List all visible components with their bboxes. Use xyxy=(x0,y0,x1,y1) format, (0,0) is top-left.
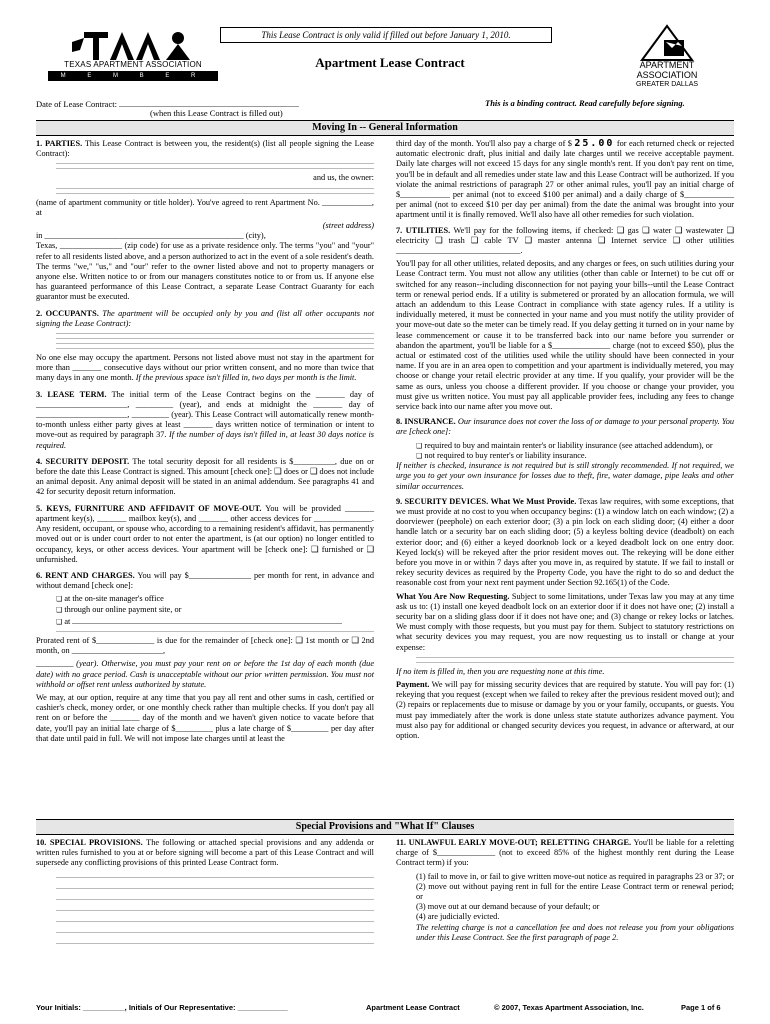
p6-text-d: We may, at our option, require at any time that you pay all rent and other sums in cash, certified or cashier's check, money order, or one monthly check rather than multiple checks. If you don't pay all rent on or before the _______ day of the month and we haven't given notice to vacate before that date, you'll pay an initial late charge of $_________ plus a late charge of $_________ per day after that date until paid in full. We will not impose late charges until at least the xyxy=(36,692,374,743)
p9-subheading-3: Payment. xyxy=(396,679,430,689)
owner-line-1[interactable] xyxy=(56,188,374,189)
insurance-option-not-required[interactable] xyxy=(416,451,734,461)
date-note: (when this Lease Contract is filled out) xyxy=(150,108,283,118)
provision-line-4[interactable] xyxy=(56,910,374,911)
para-3 xyxy=(36,390,374,451)
p1-city: in ________________________________________________ (city), xyxy=(36,231,266,241)
rent-option-office[interactable] xyxy=(56,594,374,604)
rent-option-other-label: at xyxy=(64,616,71,626)
rent-other-field[interactable] xyxy=(72,615,342,624)
right-column xyxy=(396,139,734,744)
footer-copyright: © 2007, Texas Apartment Association, Inc. xyxy=(494,1003,644,1012)
insurance-option-required[interactable] xyxy=(416,441,734,451)
p11-text-a: You'll be liable for a reletting charge of $______________ (not to exceed 85% of the highest monthly rent during the Lease Contract term) if you: xyxy=(396,838,734,868)
rent-option-office-label: at the on-site manager's office xyxy=(64,594,164,604)
p9-text-a: Texas law requires, with some exceptions, that we must provide at no cost to you when occupancy begins: (1) a window latch on each window; (2) a doorviewer (peephole) on each exterior door; (3) a pin lock on each sliding door; (4) either a door handle latch or a security bar on each sliding door; (5) a keyless bolting device (deadbolt) on each exterior door; and (6) either a keyed doorknob lock or a keyed deadbolt lock on one entry door. Keyed lock(s) will be rekeyed after the prior resident moves out. The rekeying will be done either before you move in or within 7 days after you move in, as required by statute. If we fail to install or rekey security devices as required by the Property Code, you have the right to do so and deduct the reasonable cost from your next rent payment under Section 92.165(1) of the Code. xyxy=(396,496,734,588)
p8-heading: 8. INSURANCE. xyxy=(396,417,456,427)
checkbox-icon[interactable]: ❑ xyxy=(56,605,63,614)
provision-line-2[interactable] xyxy=(56,888,374,889)
p1-street-address: (street address) xyxy=(322,221,374,231)
para-1 xyxy=(36,139,374,159)
taa-logo-icon xyxy=(70,30,200,62)
p6-cont-text-2: for each returned check or rejected automatic electronic draft, plus initial and daily late charges until we receive acceptable payment. Daily late charges will not exceed 15 days for any single month's rent. If you don't pay rent on time, you'll be in default and all remedies under state law and this Lease Contract will be authorized. If you violate the animal restrictions of paragraph 27 or other animal rules, you'll pay an initial charge of $____________ per animal (not to exceed $100 per animal) and a daily charge of $____________ per animal (not to exceed $10 per day per animal) from the date the animal was brought into your apartment until it is finally removed. We'll also have all other remedies for such violation. xyxy=(396,139,734,220)
document-title: Apartment Lease Contract xyxy=(315,55,465,70)
rent-option-other[interactable] xyxy=(56,615,374,627)
provision-line-1[interactable] xyxy=(56,877,374,878)
p6-text-c: _________ (year). Otherwise, you must pay your rent on or before the 1st day of each month (due date) with no grace period. Cash is unacceptable without our prior written permission. You must not withhold or offset rent unless authorized by statute. xyxy=(36,659,374,689)
occupant-line-3[interactable] xyxy=(56,343,374,344)
p7-text-b: You'll pay for all other utilities, related deposits, and any charges or fees, on such utilities during your Lease Contract term. You must not allow any utilities (other than cable or Internet) to be cut off or switched for any reason--including disconnection for not paying your bills--until the Lease Contract term or renewal period ends. If a utility is submetered or prorated by an allocation formula, we will attach an addendum to this Lease Contract in compliance with state agency rules. If a utility is individually metered, it must be connected in your name and you must notify the utility provider of your move-out date so the meter can be timely read. If you delay getting it turned on in your name by lease commencement or cause it to be transferred back into our name before you surrender or abandon the apartment, you'll be liable for a $______________ charge (not to exceed $50), plus the actual or estimated cost of the utilities used while the utility should have been connected in your name. If you are in an area open to competition and your apartment is individually metered, you may choose or change your retail electric provider at any time. If you qualify, your provider will be the same as ours, unless you choose a different provider. If you choose or change your provider, you must give us written notice. You must pay all applicable provider fees, including any fees to change service back into our name after you move out. xyxy=(396,259,734,412)
para-7 xyxy=(396,226,734,257)
insurance-option-not-required-label: not required to buy renter's or liability insurance. xyxy=(424,450,587,460)
para-9b xyxy=(396,592,734,653)
p6-cont-text: third day of the month. You'll also pay a charge of $ xyxy=(396,139,572,148)
para-6 xyxy=(36,571,374,591)
p10-heading: 10. SPECIAL PROVISIONS. xyxy=(36,838,143,847)
p4-text-a: The total security deposit for all residents is $__________, due on or before the date this Lease Contract is signed. This amount [check one]: ❑ does or ❑ does not include an animal deposit. Any animal deposit will be stated in an animal addendum. See paragraphs 41 and 42 for security deposit return information. xyxy=(36,456,374,497)
p11-list xyxy=(416,872,734,923)
p11-item-2: (2) move out without paying rent in full for the entire Lease Contract term or renewal period; or xyxy=(416,881,734,902)
security-request-line-2[interactable] xyxy=(416,662,734,663)
provision-line-7[interactable] xyxy=(56,943,374,944)
occupant-line-2[interactable] xyxy=(56,338,374,339)
p8-text-b: If neither is checked, insurance is not required but is still strongly recommended. If not required, we urge you to get your own insurance for losses due to theft, fire, water damage, pipe leaks and other similar occurrences. xyxy=(396,461,734,491)
p2-text-a: The apartment will be occupied only by you and (list all other occupants not signing the Lease Contract): xyxy=(36,308,374,328)
p11-item-4: (4) are judicially evicted. xyxy=(416,912,500,922)
footer-form-name: Apartment Lease Contract xyxy=(366,1003,460,1012)
left-column xyxy=(36,139,374,747)
para-2 xyxy=(36,309,374,329)
p9-subheading-2: What You Are Now Requesting. xyxy=(396,591,510,601)
security-request-line-1[interactable] xyxy=(416,657,734,658)
insurance-option-required-label: required to buy and maintain renter's or liability insurance (see attached addendum), or xyxy=(424,440,713,450)
insurance-options xyxy=(416,441,734,461)
p9-text-c: If no item is filled in, then you are requesting none at this time. xyxy=(396,666,605,676)
p9-text-d: We will pay for missing security devices that are required by statute. You will pay for: (1) rekeying that you request (except when we failed to rekey after the previous resident moved out); and (2) repairs or replacements due to misuse or damage by you or your family, occupants, or guests. You must pay immediately after the work is done unless state statute authorizes advance payment. You must also pay for additional or changed security devices you request, in advance or afterward, at our option. xyxy=(396,679,734,740)
aa-dallas-logo xyxy=(612,22,722,102)
p2-text-c: If the previous space isn't filled in, two days per month is the limit. xyxy=(135,373,357,383)
logo-line-2: ASSOCIATION xyxy=(636,70,698,80)
footer-initials[interactable]: Your Initials: __________, Initials of Our Representative: ____________ xyxy=(36,1003,288,1012)
p11-item-1: (1) fail to move in, or fail to give written move-out notice as required in paragraphs 23 or 37; or xyxy=(416,871,734,881)
owner-line-2[interactable] xyxy=(56,193,374,194)
left-column-2 xyxy=(36,838,374,948)
p2-heading: 2. OCCUPANTS. xyxy=(36,308,99,318)
p9-heading: 9. SECURITY DEVICES. xyxy=(396,496,489,506)
p7-text-a: We'll pay for the following items, if checked: ❑ gas ❑ water ❑ wastewater ❑ electricity ❑ trash ❑ cable TV ❑ master antenna ❑ Internet service ❑ other utilities ______________________________. xyxy=(396,225,734,256)
para-11 xyxy=(396,838,734,869)
validity-notice: This Lease Contract is only valid if filled out before January 1, 2010. xyxy=(220,27,552,43)
p7-heading: 7. UTILITIES. xyxy=(396,225,451,235)
para-2b xyxy=(36,353,374,384)
para-8 xyxy=(396,417,734,437)
p11-text-b: The reletting charge is not a cancellation fee and does not release you from your obligations under this Lease Contract. See the first paragraph of page 2. xyxy=(416,922,734,942)
section-special-provisions: Special Provisions and "What If" Clauses xyxy=(36,819,734,835)
p6-text-a: You will pay $_______________ per month for rent, in advance and without demand [check one]: xyxy=(36,570,374,591)
para-10 xyxy=(36,838,374,869)
p8-text-a: Our insurance does not cover the loss of or damage to your personal property. You are [check one]: xyxy=(396,417,734,437)
right-column-2 xyxy=(396,838,734,946)
para-5 xyxy=(36,504,374,565)
p6-heading: 6. RENT AND CHARGES. xyxy=(36,570,135,580)
logo-line-1: APARTMENT xyxy=(639,60,695,70)
p10-text-a: The following or attached special provisions and any addenda or written rules furnished to you at or before signing will become a part of this Lease Contract and will supersede any conflicting provisions of this printed Lease Contract form. xyxy=(36,838,374,868)
logo-line-3: GREATER DALLAS xyxy=(635,81,699,88)
para-9 xyxy=(396,497,734,589)
p5-heading: 5. KEYS, FURNITURE AND AFFIDAVIT OF MOVE-OUT. xyxy=(36,503,262,513)
p3-heading: 3. LEASE TERM. xyxy=(36,389,107,399)
p11-item-3: (3) move out at our demand because of your default; or xyxy=(416,902,600,912)
para-6-cont xyxy=(396,139,734,221)
taa-org-name: TEXAS APARTMENT ASSOCIATION xyxy=(64,60,202,69)
p1-text-c: Texas, _______________ (zip code) for use as a private residence only. The terms "you" and "your" refer to all residents listed above, and a person authorized to act in the event of a sole resident's death. The terms "we," "us," and "our" refer to the owner listed above and not to property managers or anyone else. Written notice to or from our managers constitutes notice to or from us. If anyone else has guaranteed performance of this Lease Contract, a separate Lease Contract Guaranty for each guarantor must be executed. xyxy=(36,241,374,302)
p11-heading: 11. UNLAWFUL EARLY MOVE-OUT; RELETTING CHARGE. xyxy=(396,838,632,847)
rent-address-line[interactable] xyxy=(56,631,374,632)
binding-notice: This is a binding contract. Read carefully before signing. xyxy=(485,98,685,108)
p5-text-a: You will be provided _______ apartment key(s), _______ mailbox key(s), and _______ other access devices for ______________. Any resident, occupant, or spouse who, according to a remaining resident's affidavit, has permanently moved out or is under court order to not enter the apartment, is (at our option) no longer entitled to occupancy, keys, or other access devices. Your apartment will be [check one]: ❑ furnished or ❑ unfurnished. xyxy=(36,503,374,564)
section-moving-in: Moving In -- General Information xyxy=(36,120,734,136)
p6-text-b: Prorated rent of $______________ is due for the remainder of [check one]: ❑ 1st month or ❑ 2nd month, on ______________________, xyxy=(36,635,374,656)
resident-line-1[interactable] xyxy=(56,163,374,164)
checkbox-icon[interactable]: ❑ xyxy=(416,441,423,450)
taa-logo xyxy=(48,30,218,82)
taa-member-bar: M E M B E R xyxy=(48,71,218,81)
rent-option-online[interactable] xyxy=(56,605,374,615)
p1-text-a: This Lease Contract is between you, the resident(s) (list all people signing the Lease Contract): xyxy=(36,139,374,159)
occupant-line-1[interactable] xyxy=(56,333,374,334)
checkbox-icon[interactable]: ❑ xyxy=(416,451,423,460)
rent-option-online-label: through our online payment site, or xyxy=(64,604,182,614)
checkbox-icon[interactable]: ❑ xyxy=(56,595,63,604)
date-field[interactable] xyxy=(119,98,299,107)
date-label: Date of Lease Contract: xyxy=(36,99,117,109)
provision-line-3[interactable] xyxy=(56,899,374,900)
resident-line-2[interactable] xyxy=(56,168,374,169)
checkbox-icon[interactable]: ❑ xyxy=(56,617,63,626)
p1-text-b: (name of apartment community or title holder). You've agreed to rent Apartment No. ____________, at xyxy=(36,197,374,217)
aa-dallas-text xyxy=(612,60,722,90)
para-9d xyxy=(396,680,734,741)
occupant-line-4[interactable] xyxy=(56,348,374,349)
p4-heading: 4. SECURITY DEPOSIT. xyxy=(36,456,130,466)
provision-line-5[interactable] xyxy=(56,921,374,922)
p1-owner: and us, the owner: xyxy=(313,173,374,183)
p9-subheading: What We Must Provide. xyxy=(490,496,577,506)
p2-text-b: No one else may occupy the apartment. Persons not listed above must not stay in the apartment for more than _______ consecutive days without our prior written consent, and no more than twice that many days in any one month. xyxy=(36,353,374,383)
para-4 xyxy=(36,457,374,498)
provision-line-6[interactable] xyxy=(56,932,374,933)
p1-heading: 1. PARTIES. xyxy=(36,139,83,148)
p9-text-b: Subject to some limitations, under Texas law you may at any time ask us to: (1) install one keyed deadbolt lock on an exterior door if it does not have one; (2) install a security bar on a sliding glass door if it does not have one; and (3) change or rekey locks or latches. We must comply with those requests, but you must pay for them. Subject to statutory restrictions on what security devices you may request, you are now requesting us to install or change at your expense: xyxy=(396,591,734,652)
p3-text-b: If the number of days isn't filled in, at least 30 days notice is required. xyxy=(36,430,374,450)
rent-payment-options xyxy=(56,594,374,627)
returned-check-amount[interactable]: 25.00 xyxy=(574,138,615,149)
building-icon xyxy=(612,22,722,62)
footer-page-number: Page 1 of 6 xyxy=(681,1003,721,1012)
p3-text-a: The initial term of the Lease Contract begins on the _______ day of ______________________, _________ (year), and ends at midnight the _______ day of ______________________, _________ (year). This Lease Contract will automatically renew month-to-month unless either party gives at least _______ days written notice of termination or intent to move-out as required by paragraph 37. xyxy=(36,389,374,440)
